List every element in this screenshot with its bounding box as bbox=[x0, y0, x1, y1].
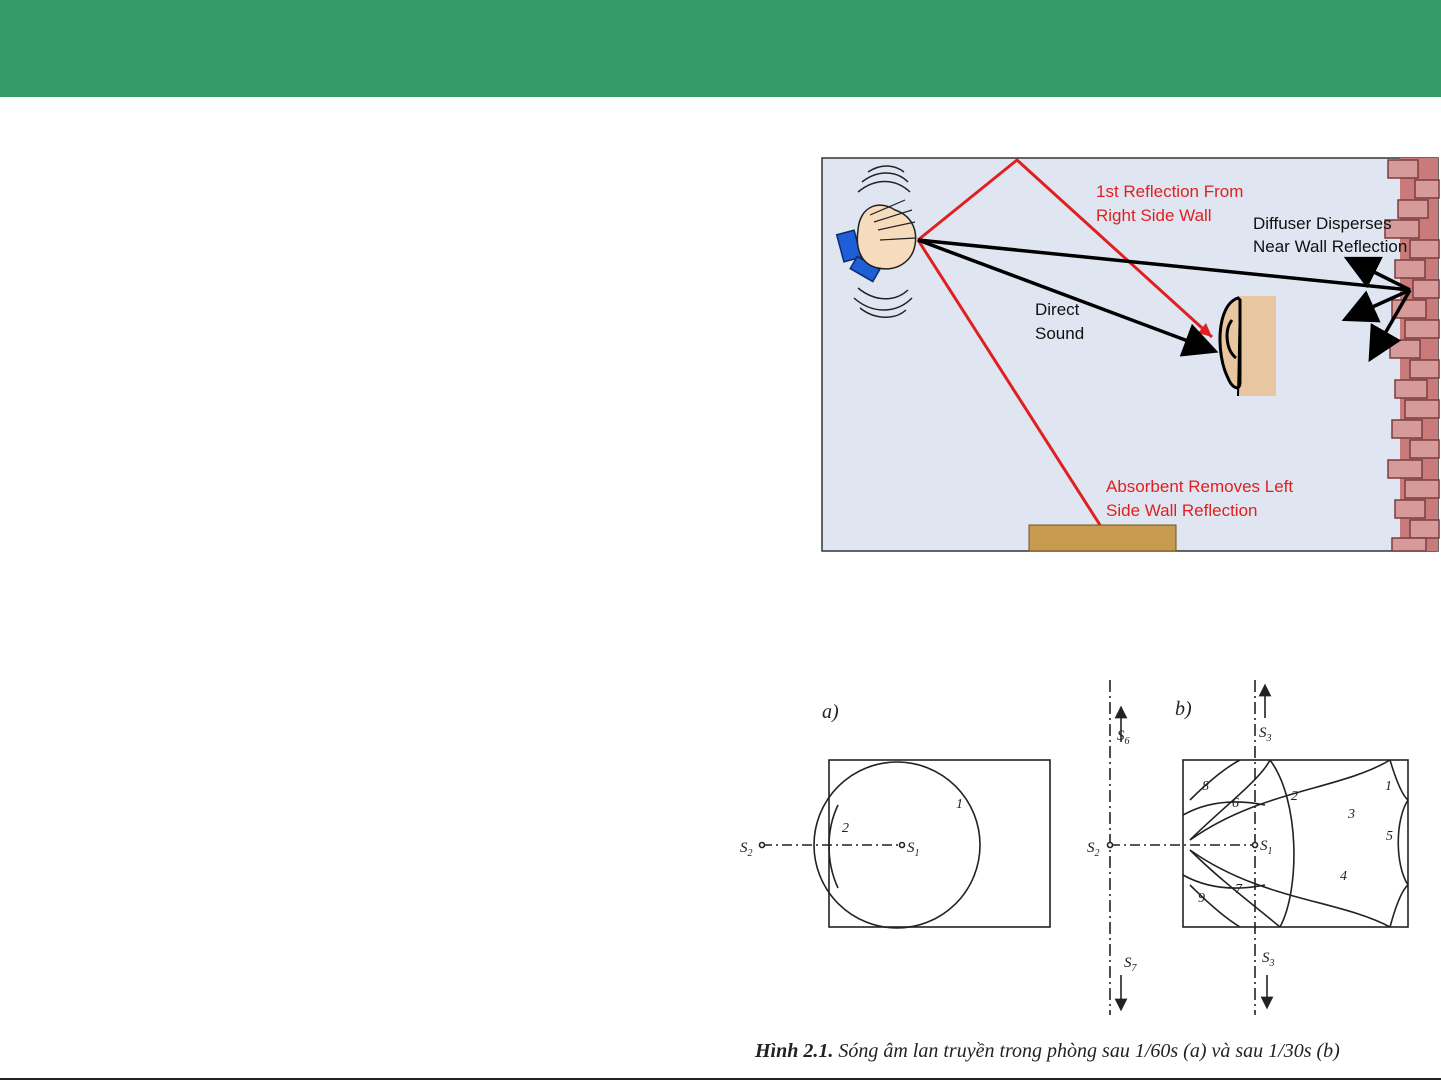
label-direct-2: Sound bbox=[1035, 324, 1085, 343]
front-b-label-9: 9 bbox=[1198, 891, 1205, 906]
front-b-label-7: 7 bbox=[1235, 882, 1242, 897]
front-b-5 bbox=[1398, 800, 1408, 885]
image-source-a bbox=[760, 843, 765, 848]
front-b-8 bbox=[1190, 760, 1240, 800]
absorber-panel bbox=[1029, 525, 1176, 551]
room-a bbox=[829, 760, 1050, 927]
ear-icon bbox=[1220, 296, 1276, 396]
image-source-b bbox=[1108, 843, 1113, 848]
label-first-reflection-2: Right Side Wall bbox=[1096, 206, 1212, 225]
source-a bbox=[900, 843, 905, 848]
room-b bbox=[1183, 760, 1408, 927]
front-b-3 bbox=[1190, 760, 1390, 840]
label-first-reflection-1: 1st Reflection From bbox=[1096, 182, 1244, 201]
front-b-4 bbox=[1190, 850, 1390, 927]
caption-text: Sóng âm lan truyền trong phòng sau 1/60s (a) và sau 1/30s (b) bbox=[833, 1040, 1340, 1062]
bottom-b-label: $S_3$ bbox=[1262, 950, 1275, 969]
front-b-label-3: 3 bbox=[1348, 807, 1355, 822]
label-absorbent-2: Side Wall Reflection bbox=[1106, 501, 1258, 520]
front-b-label-2: 2 bbox=[1291, 789, 1298, 804]
front-b-2 bbox=[1270, 760, 1294, 927]
front-b-1a bbox=[1390, 760, 1408, 800]
figure-caption bbox=[755, 1040, 1435, 1070]
front-b-label-8: 8 bbox=[1202, 779, 1209, 794]
label-absorbent-1: Absorbent Removes Left bbox=[1106, 477, 1294, 496]
image-a-label: $S_2$ bbox=[740, 840, 753, 859]
panel-b-label: b) bbox=[1175, 698, 1192, 720]
caption-bold: Hình 2.1. bbox=[755, 1040, 834, 1062]
source-b bbox=[1253, 843, 1258, 848]
source-b-label: $S_1$ bbox=[1260, 838, 1273, 857]
front-b-label-6: 6 bbox=[1232, 796, 1239, 811]
front-a-2: 2 bbox=[842, 821, 849, 836]
front-a-1: 1 bbox=[956, 797, 963, 812]
front-b-label-1: 1 bbox=[1385, 779, 1392, 794]
label-diffuser-2: Near Wall Reflection bbox=[1253, 237, 1408, 256]
label-direct-1: Direct bbox=[1035, 300, 1080, 319]
top-b-label: $S_3$ bbox=[1259, 725, 1272, 744]
panel-a-label: a) bbox=[822, 701, 839, 723]
front-b-1b bbox=[1390, 885, 1408, 927]
wavefront-diagram bbox=[740, 680, 1408, 1015]
front-b-label-5: 5 bbox=[1386, 829, 1393, 844]
footer-divider bbox=[0, 1078, 1441, 1080]
front-b-label-4: 4 bbox=[1340, 869, 1347, 884]
source-a-label: $S_1$ bbox=[907, 840, 920, 859]
image-b-label: $S_2$ bbox=[1087, 840, 1100, 859]
front-b-6 bbox=[1190, 760, 1270, 840]
reflection-diagram bbox=[822, 158, 1439, 551]
wavefront-a-2 bbox=[829, 805, 838, 888]
axis-a-top-label: $S_6$ bbox=[1117, 728, 1130, 747]
axis-a-bottom-label: $S_7$ bbox=[1124, 955, 1137, 974]
label-diffuser-1: Diffuser Disperses bbox=[1253, 214, 1392, 233]
